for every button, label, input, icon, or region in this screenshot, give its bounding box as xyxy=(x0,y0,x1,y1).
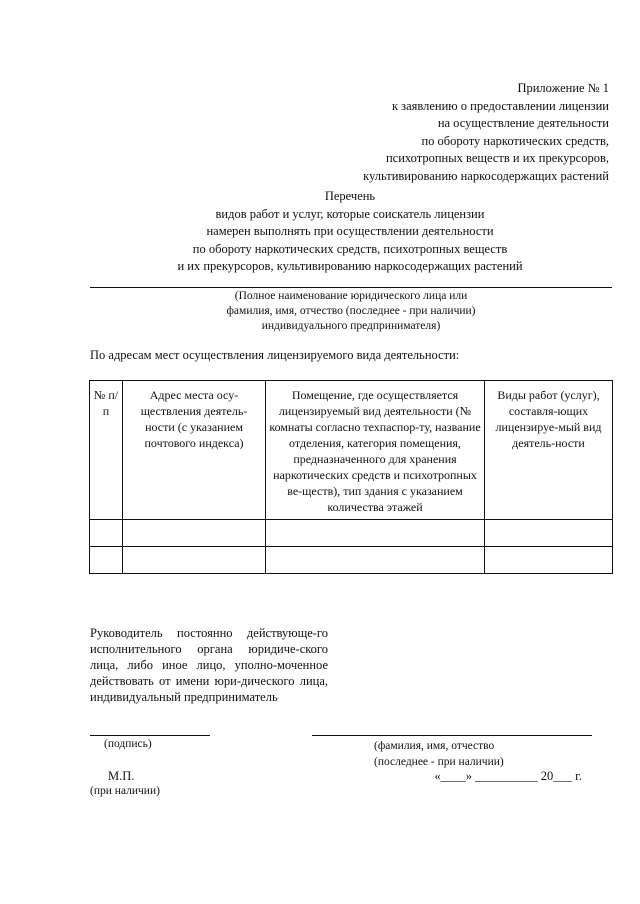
date-field[interactable]: «____» __________ 20___ г. xyxy=(434,769,582,783)
appendix-header xyxy=(363,80,609,185)
appendix-line: по обороту наркотических средств, xyxy=(421,133,609,148)
table-cell[interactable] xyxy=(123,520,266,547)
fio-caption xyxy=(374,738,504,770)
table-cell[interactable] xyxy=(90,520,123,547)
title-line: намерен выполнять при осуществлении деятельности xyxy=(206,224,494,238)
activity-table xyxy=(89,380,613,574)
organization-name-field[interactable] xyxy=(90,287,612,288)
caption-line: (Полное наименование юридического лица или xyxy=(234,290,468,302)
table-cell[interactable] xyxy=(123,547,266,574)
fio-caption-line: (последнее - при наличии) xyxy=(374,756,504,768)
appendix-line: психотропных веществ и их прекурсоров, xyxy=(385,151,609,165)
signature-field[interactable] xyxy=(90,735,210,736)
title-line: и их прекурсоров, культивированию наркосодержащих растений xyxy=(177,259,523,273)
table-row xyxy=(90,547,613,574)
header-premises: Помещение, где осуществляется лицензируемый вид деятельности (№ комнаты согласно техпаспор-ту, название отделения, категория помещения, предназначенного для хранения наркотических средств и психотропных ве-ществ), тип здания с указанием количества этажей xyxy=(266,381,485,520)
table-cell[interactable] xyxy=(266,547,485,574)
table-row xyxy=(90,520,613,547)
table-cell[interactable] xyxy=(266,520,485,547)
signer-description: Руководитель постоянно действующе-го исполнительного органа юридиче-ского лица, либо иное лицо, уполно-моченное действовать от имени юри-дического лица, индивидуальный предприниматель xyxy=(90,626,328,704)
title-line: видов работ и услуг, которые соискатель лицензии xyxy=(215,206,485,221)
table-cell[interactable] xyxy=(485,547,613,574)
caption-line: фамилия, имя, отчество (последнее - при наличии) xyxy=(226,305,476,317)
header-work-types: Виды работ (услуг), составля-ющих лицензируе-мый вид деятель-ности xyxy=(485,381,613,520)
header-number: № п/п xyxy=(90,381,123,520)
title-line: Перечень xyxy=(324,189,376,203)
stamp-place-label: М.П. xyxy=(108,769,135,783)
fio-caption-line: (фамилия, имя, отчество xyxy=(374,740,495,752)
organization-name-caption xyxy=(90,289,612,334)
appendix-line: культивированию наркосодержащих растений xyxy=(363,168,609,183)
caption-line: индивидуального предпринимателя) xyxy=(261,320,441,332)
signature-caption: (подпись) xyxy=(104,738,152,750)
header-address: Адрес места осу-ществления деятель-ности (с указанием почтового индекса) xyxy=(123,381,266,520)
addresses-label: По адресам мест осуществления лицензируемого вида деятельности: xyxy=(90,348,460,362)
table-cell[interactable] xyxy=(485,520,613,547)
title-line: по обороту наркотических средств, психотропных веществ xyxy=(192,241,508,256)
table-cell[interactable] xyxy=(90,547,123,574)
appendix-line: Приложение № 1 xyxy=(517,81,609,95)
fio-field[interactable] xyxy=(312,735,592,736)
appendix-line: на осуществление деятельности xyxy=(437,116,609,130)
table-header-row xyxy=(90,381,613,520)
appendix-line: к заявлению о предоставлении лицензии xyxy=(391,98,609,113)
document-title xyxy=(90,188,610,276)
stamp-place-note: (при наличии) xyxy=(90,785,160,797)
